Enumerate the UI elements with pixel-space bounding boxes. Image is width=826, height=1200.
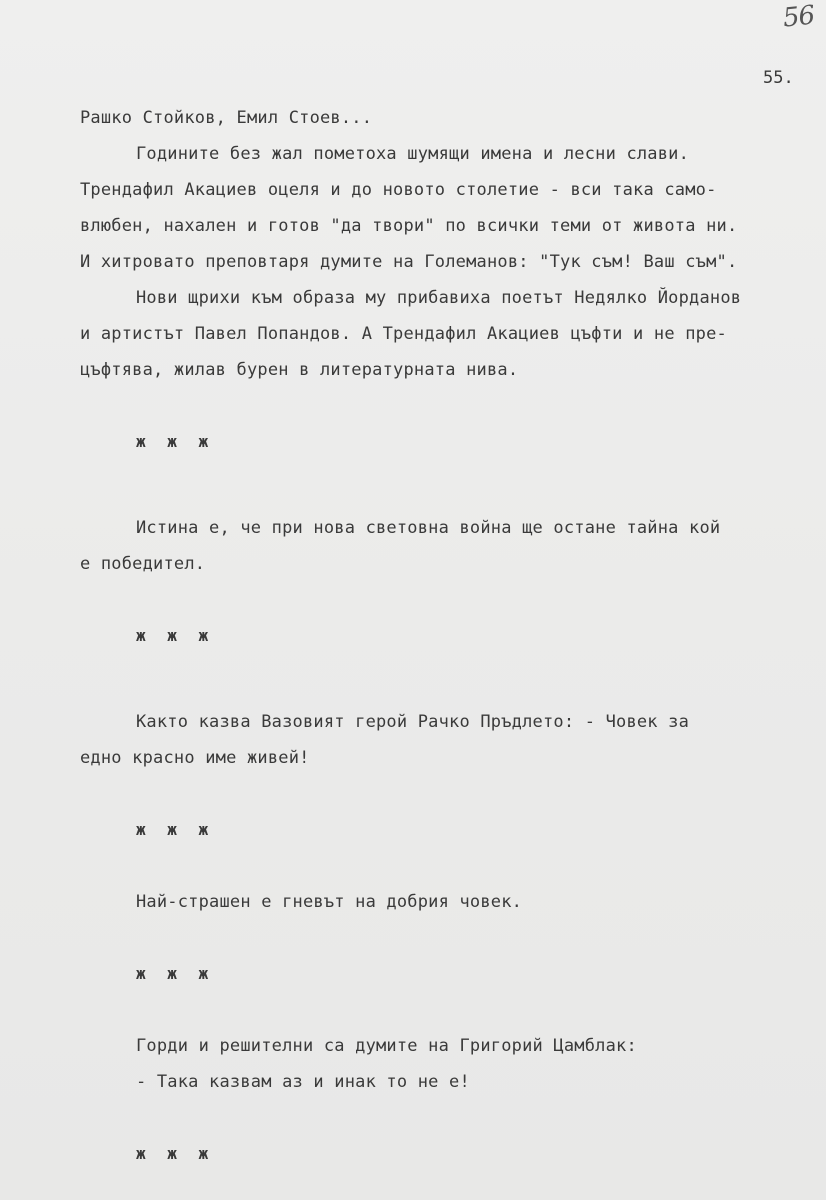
section-separator: ж ж ж (136, 432, 215, 451)
text-line: Най-страшен е гневът на добрия човек. (136, 892, 523, 912)
text-line: Истина е, че при нова световна война ще остане тайна кой (136, 518, 721, 538)
text-line: едно красно име живей! (80, 748, 310, 768)
typed-page-number: 55. (763, 68, 794, 88)
text-line: Рашко Стойков, Емил Стоев... (80, 108, 373, 128)
text-line: - Така казвам аз и инак то не е! (136, 1072, 470, 1092)
section-separator: ж ж ж (136, 1144, 215, 1163)
text-line: Горди и решителни са думите на Григорий Цамблак: (136, 1036, 637, 1056)
text-line: Както казва Вазовият герой Рачко Пръдлето: - Човек за (136, 712, 690, 732)
text-line: е победител. (80, 554, 206, 574)
text-line: влюбен, нахален и готов "да твори" по всички теми от живота ни. (80, 216, 738, 236)
text-line: Нови щрихи към образа му прибавиха поетът Недялко Йорданов (136, 288, 742, 308)
body-text (80, 100, 780, 1172)
text-line: И хитровато преповтаря думите на Големанов: "Тук съм! Ваш съм". (80, 252, 738, 272)
text-line: Годините без жал пометоха шумящи имена и лесни слави. (136, 144, 690, 164)
text-line: Трендафил Акациев оцеля и до новото столетие - вси така само- (80, 180, 717, 200)
section-separator: ж ж ж (136, 626, 215, 645)
section-separator: ж ж ж (136, 820, 215, 839)
text-line: цъфтява, жилав бурен в литературната нива. (80, 360, 519, 380)
handwritten-page-number: 56 (781, 0, 816, 34)
section-separator: ж ж ж (136, 964, 215, 983)
text-line: и артистът Павел Попандов. А Трендафил Акациев цъфти и не пре- (80, 324, 727, 344)
